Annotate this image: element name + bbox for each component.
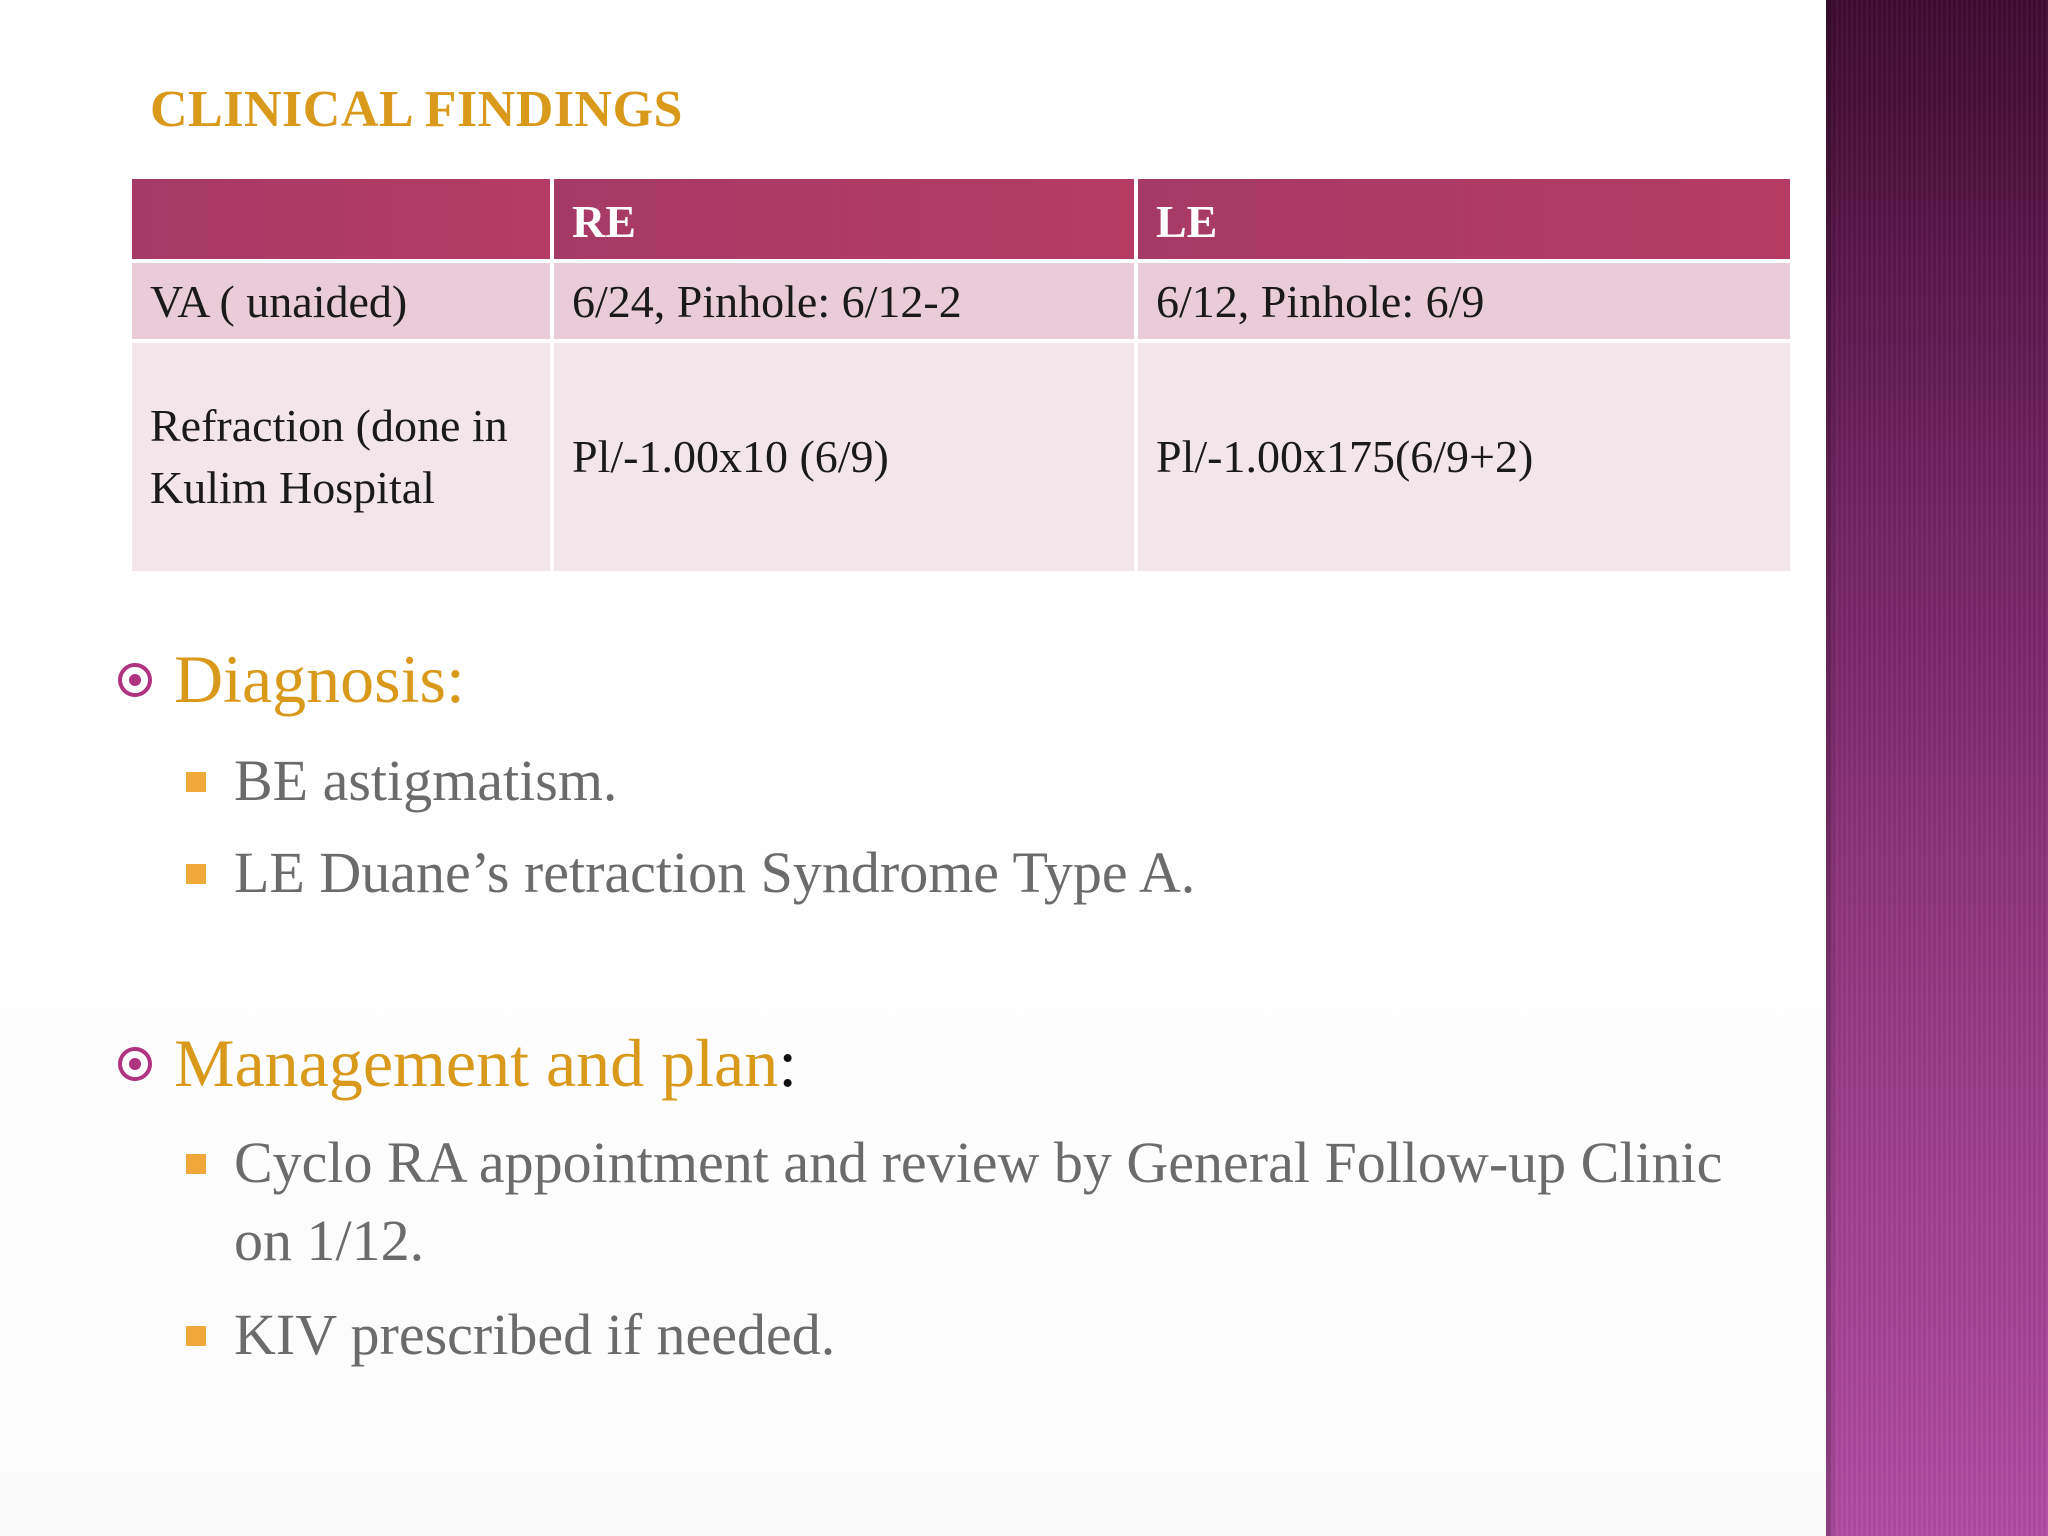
table-header-cell-re: RE <box>552 177 1136 261</box>
diagnosis-heading <box>118 640 465 719</box>
list-item <box>186 742 617 820</box>
list-item-text: LE Duane’s retraction Syndrome Type A. <box>234 840 1196 905</box>
table-header-cell <box>130 177 552 261</box>
table-row-refraction <box>130 341 1792 573</box>
management-heading-text: Management and plan <box>174 1025 779 1101</box>
table-cell: Pl/-1.00x10 (6/9) <box>552 341 1136 573</box>
table-row-va <box>130 261 1792 341</box>
table-header-cell-le: LE <box>1136 177 1792 261</box>
table-cell: Refraction (done in Kulim Hospital <box>130 341 552 573</box>
list-item <box>186 1124 1766 1280</box>
list-item-text: KIV prescribed if needed. <box>234 1302 836 1367</box>
list-item <box>186 1296 835 1374</box>
table-cell: VA ( unaided) <box>130 261 552 341</box>
clinical-findings-table <box>128 175 1794 575</box>
target-bullet-icon <box>118 663 152 697</box>
diagnosis-heading-text: Diagnosis: <box>174 641 465 717</box>
management-heading-colon: : <box>778 1025 798 1101</box>
square-bullet-icon <box>186 864 206 884</box>
target-bullet-icon <box>118 1047 152 1081</box>
table-cell: 6/24, Pinhole: 6/12-2 <box>552 261 1136 341</box>
list-item-text: Cyclo RA appointment and review by General Follow-up Clinic on 1/12. <box>234 1130 1723 1273</box>
table-cell: 6/12, Pinhole: 6/9 <box>1136 261 1792 341</box>
slide-title: CLINICAL FINDINGS <box>150 81 683 138</box>
decorative-side-band <box>1826 0 2048 1536</box>
square-bullet-icon <box>186 772 206 792</box>
square-bullet-icon <box>186 1154 206 1174</box>
table-cell: Pl/-1.00x175(6/9+2) <box>1136 341 1792 573</box>
list-item-text: BE astigmatism. <box>234 748 618 813</box>
table-header-row <box>130 177 1792 261</box>
square-bullet-icon <box>186 1326 206 1346</box>
list-item <box>186 834 1195 912</box>
management-heading <box>118 1024 797 1103</box>
